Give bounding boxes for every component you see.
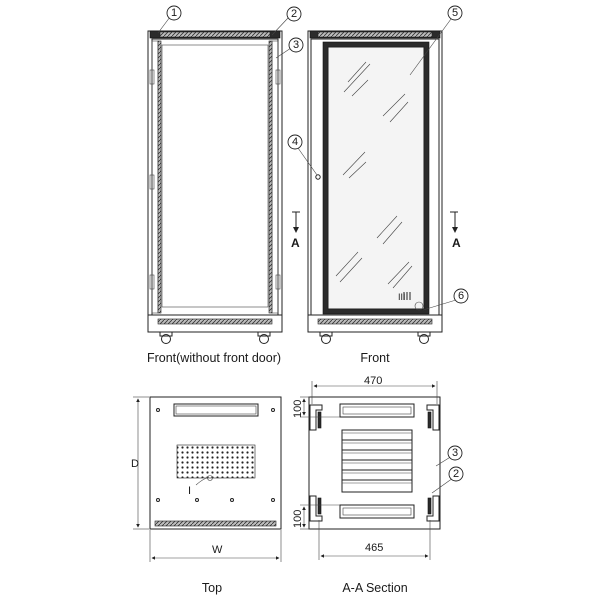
caption-top: Top xyxy=(201,581,223,595)
dimension-470 xyxy=(312,375,437,404)
caster-right xyxy=(258,332,270,344)
caster-right xyxy=(418,332,430,344)
front-without-door-view xyxy=(147,17,291,365)
section-marker-left xyxy=(291,212,300,250)
dimension-width xyxy=(150,530,281,562)
vent-detail-label: I xyxy=(188,485,192,497)
callout-6 xyxy=(454,289,468,303)
top-vent xyxy=(160,32,270,37)
svg-text:W: W xyxy=(212,544,223,556)
svg-text:4: 4 xyxy=(291,136,299,148)
callout-section-2 xyxy=(449,467,463,481)
left-mounting-rail xyxy=(158,41,161,313)
svg-text:5: 5 xyxy=(451,7,459,19)
svg-text:100: 100 xyxy=(292,399,304,418)
top-screw xyxy=(231,499,234,502)
svg-text:6: 6 xyxy=(457,290,465,302)
caption-section: A-A Section xyxy=(342,581,408,595)
upper-cable-bar-inner xyxy=(343,407,411,414)
callout-section-3 xyxy=(448,446,462,460)
caster-left xyxy=(320,332,332,344)
svg-text:2: 2 xyxy=(452,468,460,480)
hinge-detail-label: III xyxy=(398,292,406,302)
caster-left xyxy=(160,332,172,344)
section-view xyxy=(292,375,453,595)
top-rear-vent xyxy=(155,521,276,526)
callout-4 xyxy=(288,135,302,149)
base-vent xyxy=(318,319,432,324)
upper-cable-bar xyxy=(340,404,414,417)
top-screw xyxy=(157,409,160,412)
svg-text:470: 470 xyxy=(364,375,383,387)
callout-1 xyxy=(167,6,181,20)
top-screw xyxy=(196,499,199,502)
louvre-panel xyxy=(342,430,412,492)
base-vent xyxy=(158,319,272,324)
glass-panel xyxy=(328,47,424,309)
lower-cable-bar xyxy=(340,505,414,518)
callout-5 xyxy=(448,6,462,20)
door-lock xyxy=(316,175,320,179)
section-marker-right xyxy=(450,212,461,250)
top-screw xyxy=(272,499,275,502)
svg-text:465: 465 xyxy=(365,542,384,554)
callout-3 xyxy=(289,38,303,52)
dimension-465 xyxy=(319,520,430,560)
right-mounting-rail xyxy=(269,41,272,313)
top-vent xyxy=(318,32,432,37)
svg-text:100: 100 xyxy=(292,509,304,528)
top-screw xyxy=(272,409,275,412)
front-view xyxy=(291,19,461,365)
svg-text:3: 3 xyxy=(451,447,459,459)
fan-vent-grid xyxy=(177,445,255,478)
rear-panel xyxy=(162,45,268,307)
cabinet-outline xyxy=(148,31,282,332)
callout-2 xyxy=(287,7,301,21)
svg-text:D: D xyxy=(131,458,139,470)
caption-front-without-door: Front(without front door) xyxy=(146,351,282,365)
svg-text:A: A xyxy=(452,236,461,250)
svg-text:3: 3 xyxy=(292,39,300,51)
svg-text:2: 2 xyxy=(290,8,298,20)
svg-text:1: 1 xyxy=(170,7,178,19)
frame-inner xyxy=(152,39,278,315)
left-post xyxy=(152,41,158,313)
top-cable-slot-inner xyxy=(176,406,256,414)
dimension-depth xyxy=(131,397,149,529)
top-view xyxy=(131,397,281,595)
right-post xyxy=(272,41,278,313)
lower-cable-bar-inner xyxy=(343,508,411,515)
svg-text:A: A xyxy=(291,236,300,250)
top-screw xyxy=(157,499,160,502)
caption-front: Front xyxy=(360,351,390,365)
